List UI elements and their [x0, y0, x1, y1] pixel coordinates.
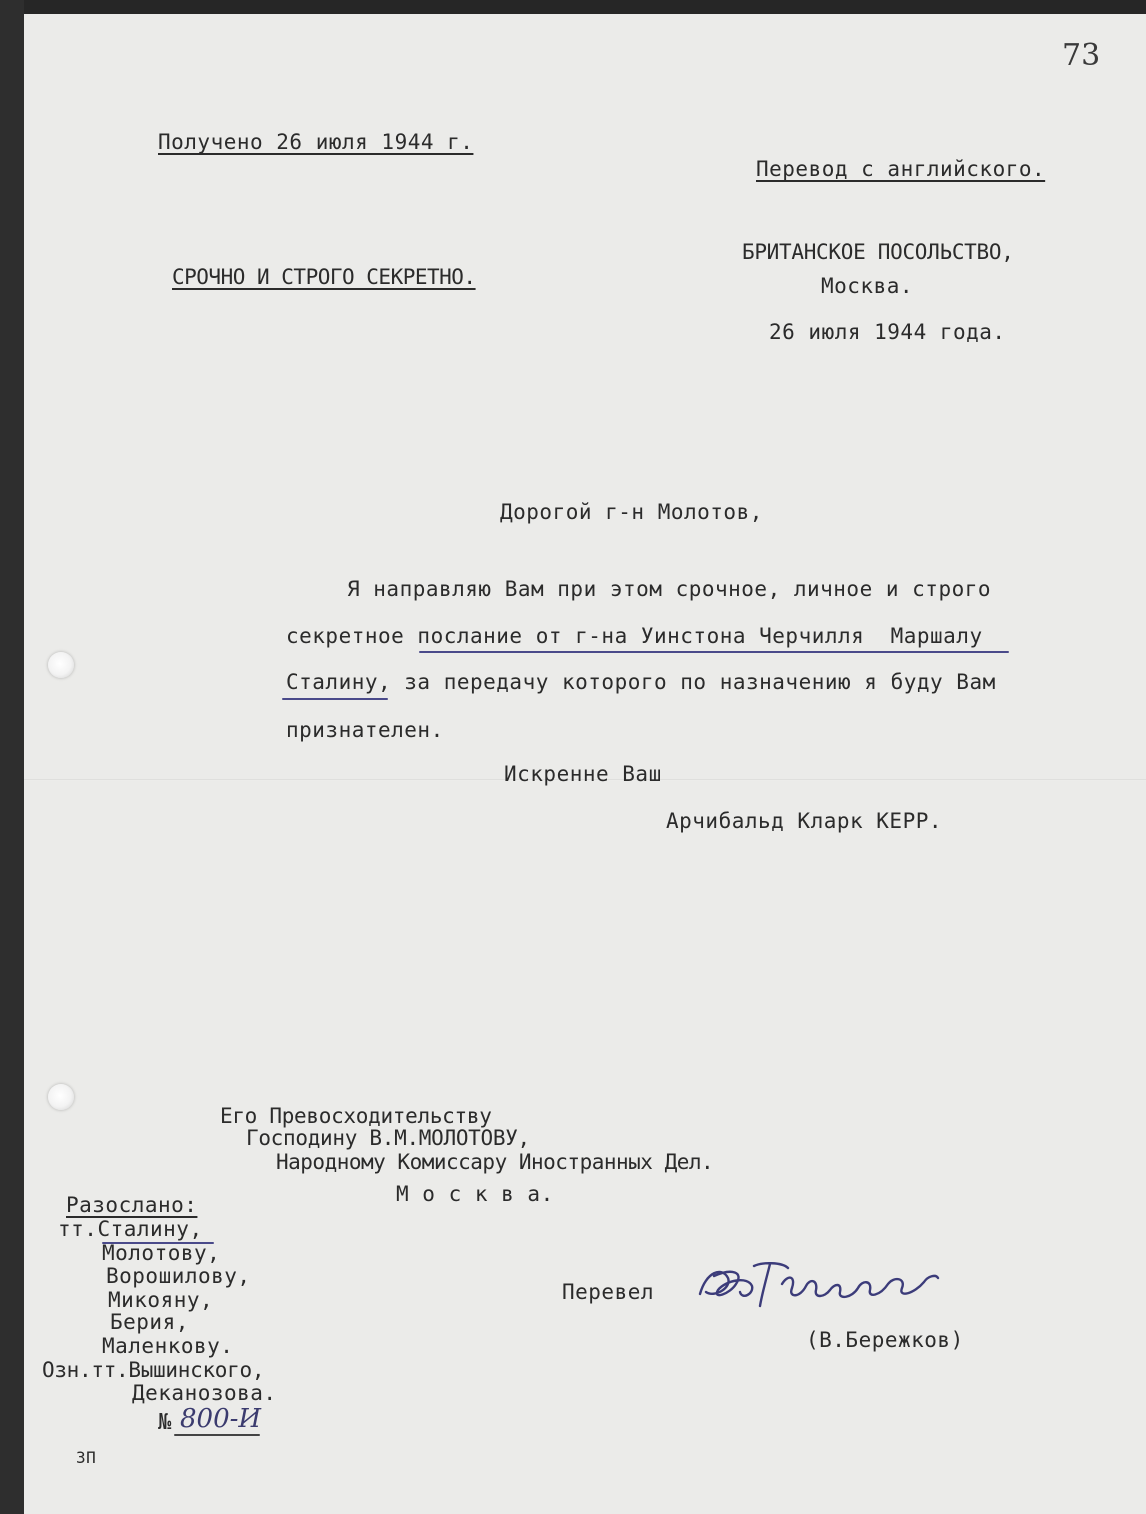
body-line-4: признателен.: [286, 718, 444, 742]
addressee-line-3: Народному Комиссару Иностранных Дел.: [276, 1150, 714, 1174]
sender-line-1: БРИТАНСКОЕ ПОСОЛЬСТВО,: [742, 240, 1014, 264]
addressee-line-2: Господину В.М.МОЛОТОВУ,: [246, 1126, 530, 1150]
sender-line-2: Москва.: [821, 274, 914, 298]
distribution-recipient: Молотову,: [102, 1241, 221, 1265]
scan-top-edge: [0, 0, 1146, 14]
salutation: Дорогой г-н Молотов,: [500, 500, 763, 524]
punch-hole-icon: [48, 1084, 74, 1110]
signature-icon: [692, 1254, 942, 1316]
signer-name: Арчибальд Кларк КЕРР.: [666, 809, 943, 833]
closing: Искренне Ваш: [504, 762, 662, 786]
distribution-heading: Разослано:: [66, 1193, 198, 1217]
page-number: 73: [1062, 38, 1101, 73]
distribution-recipient: Сталину,: [97, 1217, 203, 1241]
distribution-ozn-line-2: Деканозова.: [132, 1381, 277, 1405]
pencil-underline: [419, 651, 1009, 653]
body-line-1: Я направляю Вам при этом срочное, личное и строго: [347, 577, 992, 601]
number-underline: [174, 1434, 260, 1436]
translator-label: Перевел: [562, 1280, 655, 1304]
footer-code: ЗП: [76, 1448, 97, 1467]
document-page: [24, 14, 1146, 1514]
distribution-recipient: Маленкову.: [102, 1334, 234, 1358]
classification-stamp: СРОЧНО И СТРОГО СЕКРЕТНО.: [172, 265, 476, 289]
punch-hole-icon: [48, 652, 74, 678]
distribution-recipient: Микояну,: [108, 1288, 214, 1312]
handwritten-number: 800-И: [180, 1404, 262, 1434]
distribution-ozn-line-1: Озн.тт.Вышинского,: [42, 1358, 265, 1382]
addressee-city: М о с к в а.: [396, 1182, 554, 1206]
sender-date: 26 июля 1944 года.: [769, 320, 1006, 344]
translation-note: Перевод с английского.: [756, 157, 1046, 181]
body-line-3: Сталину, за передачу которого по назначению я буду Вам: [286, 670, 996, 694]
addressee-line-1: Его Превосходительству: [220, 1104, 492, 1128]
body-line-2: секретное послание от г-на Уинстона Черчилля Маршалу: [286, 624, 983, 648]
number-sign: №: [158, 1410, 172, 1435]
translator-name: (В.Бережков): [806, 1328, 964, 1352]
pencil-underline: [282, 698, 388, 700]
distribution-first-row: [58, 1219, 203, 1240]
distribution-prefix: тт.: [58, 1217, 98, 1241]
received-date: Получено 26 июля 1944 г.: [158, 130, 474, 154]
distribution-recipient: Берия,: [110, 1310, 189, 1334]
scan-left-edge: [0, 0, 24, 1514]
distribution-recipient: Ворошилову,: [106, 1264, 251, 1288]
